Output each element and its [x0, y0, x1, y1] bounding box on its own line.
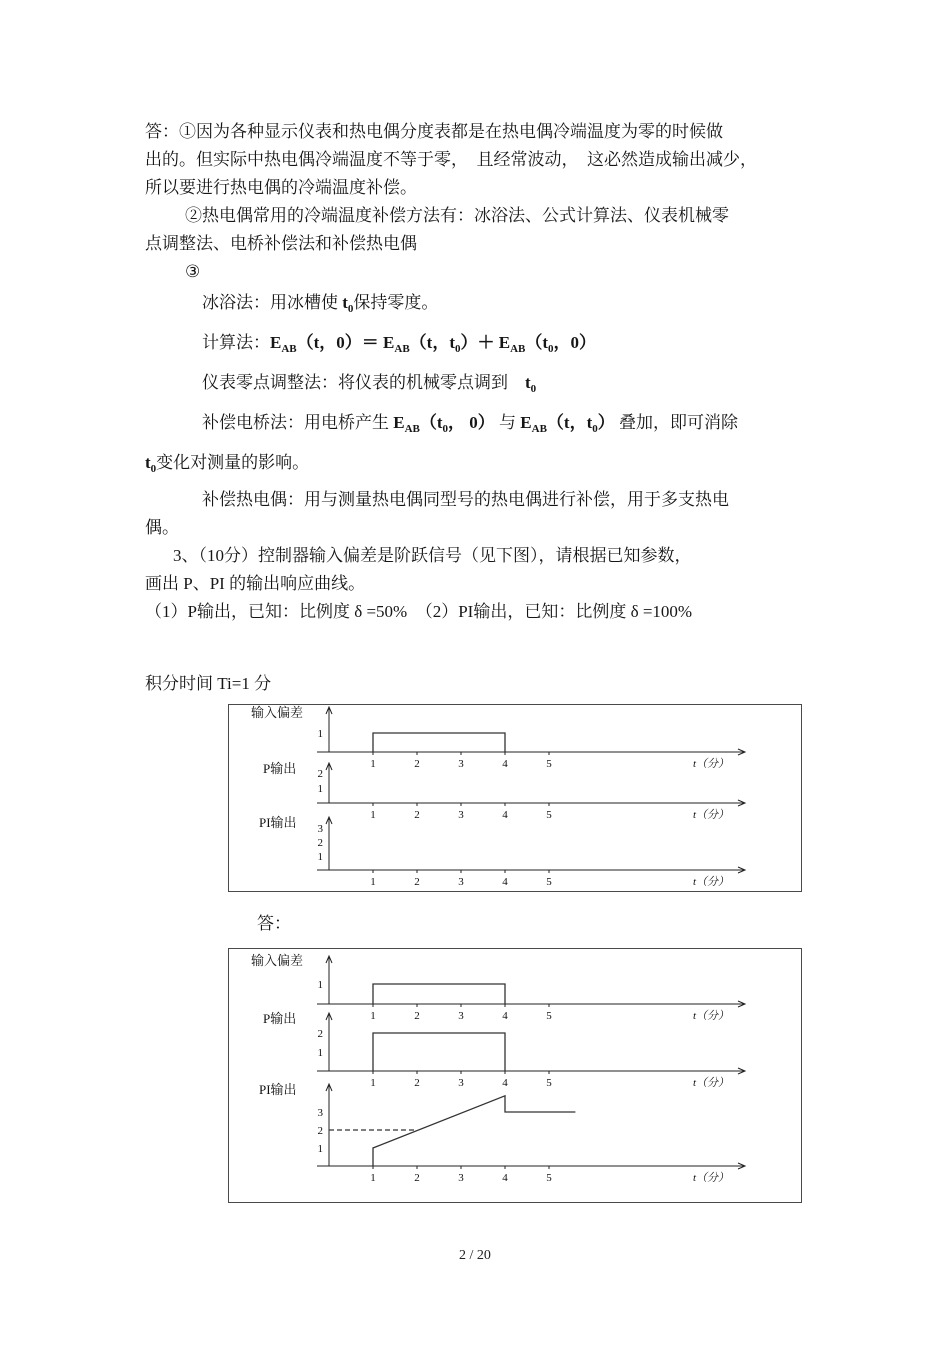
subplot-label: PI输出 — [259, 1082, 297, 1097]
text-segment: 偶。 — [145, 518, 179, 537]
text-line — [145, 446, 812, 486]
text-segment: AB — [404, 423, 420, 435]
text-block — [145, 118, 812, 698]
x-tick-label: 5 — [546, 1172, 552, 1184]
text-segment: （t，0）＝ — [296, 333, 384, 352]
text-segment: ③ — [185, 262, 201, 281]
text-line — [145, 146, 812, 174]
subplot-label: 输入偏差 — [251, 705, 304, 720]
text-segment: （t — [525, 333, 549, 352]
x-axis-label: t（分） — [693, 809, 730, 821]
y-tick-label: 2 — [317, 1028, 323, 1040]
x-tick-label: 3 — [458, 758, 464, 770]
text-segment: 仪表零点调整法：将仪表的机械零点调到 — [202, 373, 525, 392]
x-tick-label: 4 — [502, 758, 508, 770]
subplot-label: 输入偏差 — [251, 953, 304, 968]
text-segment: t — [145, 453, 151, 472]
x-tick-label: 5 — [546, 758, 552, 770]
x-tick-label: 5 — [546, 876, 552, 888]
question-figure-chart — [229, 705, 799, 891]
y-tick-label: 3 — [317, 823, 323, 835]
x-tick-label: 3 — [458, 809, 464, 821]
text-line — [145, 670, 812, 698]
x-tick-label: 4 — [502, 1010, 508, 1022]
text-line — [145, 542, 812, 570]
x-tick-label: 4 — [502, 1172, 508, 1184]
question-figure — [228, 704, 802, 892]
text-segment: （t，t — [409, 333, 455, 352]
x-tick-label: 1 — [370, 1172, 376, 1184]
text-line — [145, 230, 812, 258]
y-tick-label: 1 — [317, 979, 323, 991]
y-tick-label: 1 — [317, 728, 323, 740]
text-segment: AB — [510, 343, 526, 355]
text-segment: 0 — [455, 343, 461, 355]
text-segment: 积分时间 Ti=1 分 — [145, 674, 272, 693]
text-line — [145, 598, 812, 626]
text-segment: 0 — [548, 343, 554, 355]
x-tick-label: 1 — [370, 809, 376, 821]
text-segment: t — [525, 373, 531, 392]
text-segment: 出的。但实际中热电偶冷端温度不等于零， 且经常波动， 这必然造成输出减少， — [145, 150, 757, 169]
x-tick-label: 1 — [370, 758, 376, 770]
x-tick-label: 1 — [370, 1010, 376, 1022]
x-tick-label: 5 — [546, 1010, 552, 1022]
x-tick-label: 2 — [414, 1010, 420, 1022]
text-line — [145, 174, 812, 202]
subplot-label: P输出 — [263, 761, 297, 776]
x-tick-label: 1 — [370, 1077, 376, 1089]
text-line — [145, 202, 812, 230]
text-line — [145, 486, 812, 514]
x-tick-label: 2 — [414, 876, 420, 888]
x-tick-label: 4 — [502, 809, 508, 821]
text-line — [145, 326, 812, 366]
y-tick-label: 3 — [317, 1107, 323, 1119]
y-tick-label: 2 — [317, 1125, 323, 1137]
text-segment: 0 — [150, 463, 157, 475]
text-segment: 点调整法、电桥补偿法和补偿热电偶 — [145, 234, 417, 253]
text-segment: ，0） — [553, 333, 597, 352]
text-line — [145, 286, 812, 326]
text-segment: 答：①因为各种显示仪表和热电偶分度表都是在热电偶冷端温度为零的时候做 — [145, 122, 723, 141]
x-axis-label: t（分） — [693, 1172, 730, 1184]
subplot-label: P输出 — [263, 1011, 297, 1026]
text-segment: ） — [597, 413, 615, 432]
x-tick-label: 2 — [414, 809, 420, 821]
x-axis-label: t（分） — [693, 1010, 730, 1022]
text-segment: ， 0） — [448, 413, 495, 432]
response-curve — [373, 733, 505, 752]
text-segment: 0 — [347, 303, 354, 315]
x-axis-label: t（分） — [693, 758, 730, 770]
text-line — [145, 366, 812, 406]
text-line — [145, 406, 812, 446]
y-tick-label: 1 — [317, 1047, 323, 1059]
subplot-label: PI输出 — [259, 815, 297, 830]
y-tick-label: 1 — [317, 851, 323, 863]
response-curve — [373, 1096, 575, 1166]
text-segment: 计算法： — [202, 333, 270, 352]
text-segment: 补偿热电偶：用与测量热电偶同型号的热电偶进行补偿，用于多支热电 — [202, 490, 729, 509]
text-segment: E — [393, 413, 405, 432]
text-segment: E — [383, 333, 395, 352]
text-segment: AB — [281, 343, 297, 355]
text-segment: 冰浴法：用冰槽使 — [202, 293, 343, 312]
answer-figure — [228, 948, 802, 1203]
x-tick-label: 5 — [546, 809, 552, 821]
x-tick-label: 3 — [458, 876, 464, 888]
text-segment: E — [520, 413, 532, 432]
x-axis-label: t（分） — [693, 876, 730, 888]
text-segment: 叠加，即可消除 — [614, 413, 738, 432]
x-tick-label: 3 — [458, 1172, 464, 1184]
text-segment: （1）P输出，已知：比例度 δ =50% （2）PI输出，已知：比例度 δ =100% — [145, 602, 693, 621]
text-segment: 3、（10分）控制器输入偏差是阶跃信号（见下图），请根据已知参数， — [173, 546, 692, 565]
x-tick-label: 2 — [414, 1077, 420, 1089]
text-segment: t — [342, 293, 348, 312]
x-tick-label: 3 — [458, 1077, 464, 1089]
text-segment: AB — [394, 343, 410, 355]
response-curve — [373, 984, 505, 1004]
x-tick-label: 4 — [502, 1077, 508, 1089]
text-segment: 所以要进行热电偶的冷端温度补偿。 — [145, 178, 417, 197]
text-line — [145, 118, 812, 146]
y-tick-label: 2 — [317, 768, 323, 780]
text-segment: 变化对测量的影响。 — [156, 453, 310, 472]
text-segment: ②热电偶常用的冷端温度补偿方法有：冰浴法、公式计算法、仪表机械零 — [185, 206, 729, 225]
x-tick-label: 1 — [370, 876, 376, 888]
page-number: 2 / 20 — [459, 1248, 491, 1263]
text-segment: 0 — [442, 423, 449, 435]
text-line — [145, 258, 812, 286]
text-segment: AB — [531, 423, 547, 435]
x-tick-label: 3 — [458, 1010, 464, 1022]
text-segment: 保持零度。 — [353, 293, 439, 312]
x-tick-label: 2 — [414, 1172, 420, 1184]
text-segment: 与 — [494, 413, 521, 432]
text-segment: E — [498, 333, 511, 352]
y-tick-label: 2 — [317, 837, 323, 849]
text-segment: ）＋ — [460, 333, 499, 352]
text-segment: 补偿电桥法：用电桥产生 — [202, 413, 394, 432]
response-curve — [373, 1033, 505, 1071]
text-segment: 0 — [592, 423, 598, 435]
x-axis-label: t（分） — [693, 1077, 730, 1089]
answer-figure-chart — [229, 949, 799, 1202]
text-line — [145, 570, 812, 598]
x-tick-label: 5 — [546, 1077, 552, 1089]
answer-label: 答： — [257, 914, 291, 933]
text-segment: （t，t — [546, 413, 593, 432]
text-segment: 画出 P、PI 的输出响应曲线。 — [145, 574, 366, 593]
text-line — [145, 514, 812, 542]
text-segment: 0 — [530, 383, 537, 395]
text-segment: E — [270, 333, 282, 352]
x-tick-label: 2 — [414, 758, 420, 770]
y-tick-label: 1 — [317, 783, 323, 795]
x-tick-label: 4 — [502, 876, 508, 888]
text-segment: （t — [419, 413, 443, 432]
y-tick-label: 1 — [317, 1143, 323, 1155]
